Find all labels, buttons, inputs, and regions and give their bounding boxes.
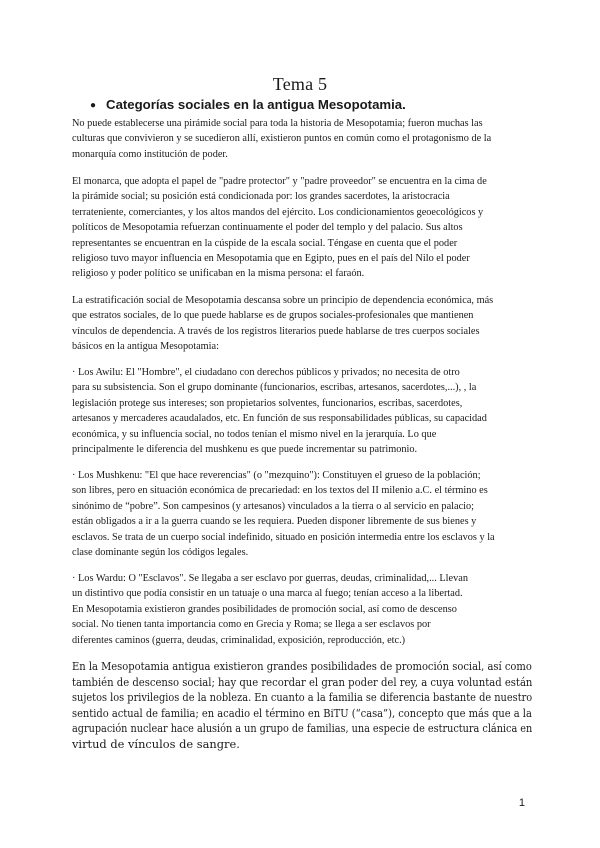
page-number: 1	[518, 797, 525, 809]
text-line: agrupación nuclear hace alusión a un grupo de familias, una especie de estructura clánica en	[72, 721, 533, 736]
paragraph-mushkenu	[72, 468, 532, 560]
text-line: políticos de Mesopotamia refuerzan continuamente el poder del templo y del palacio. Sus altos	[72, 222, 463, 234]
text-line: artesanos y mercaderes acaudalados, etc. En función de sus responsabilidades públicas, su capacidad	[72, 413, 487, 425]
text-line: En Mesopotamia existieron grandes posibilidades de promoción social, así como de descenso	[72, 603, 457, 615]
paragraph-awilu	[72, 365, 532, 457]
text-line: están obligados a ir a la guerra cuando se les requiera. Pueden disponer libremente de sus bienes y	[72, 516, 477, 528]
text-line: son libres, pero en situación económica de precariedad: en los textos del II milenio a.C. el término es	[72, 485, 488, 497]
paragraph-estratificacion	[72, 293, 532, 355]
text-line: sinónimo de “pobre”. Son campesinos (y artesanos) vinculados a la tierra o al servicio en palacio;	[72, 500, 475, 512]
text-line: En la Mesopotamia antigua existieron grandes posibilidades de promoción social, así como	[72, 659, 532, 673]
text-line: también de descenso social; hay que recordar el gran poder del rey, a cuya voluntad están	[72, 674, 533, 689]
paragraph-intro	[72, 116, 532, 162]
section-heading-text: Categorías sociales en la antigua Mesopotamia.	[106, 97, 406, 112]
paragraph-monarca	[72, 174, 532, 282]
text-line: sentido actual de familia; en acadio el término en BiTU (“casa”), concepto que más que a la	[72, 705, 532, 720]
text-line: culturas que convivieron y se sucedieron allí, existieron puntos en común como el protagonismo de la	[72, 133, 492, 145]
text-line: legislación protege sus intereses; son propietarios solventes, funcionarios, escribas, sacerdotes,	[72, 397, 463, 409]
text-line: El monarca, que adopta el papel de "padre protector" y "padre proveedor" se encuentra en la cima de	[72, 176, 487, 187]
bullet-icon: ●	[90, 100, 97, 111]
text-line: religioso y poder político se unificaban en la misma persona: el faraón.	[72, 268, 365, 280]
text-line: económica, y su influencia social, no todos tenían el mismo nivel en la jerarquía. Lo que	[72, 428, 437, 440]
text-line: · Los Mushkenu: "El que hace reverencias" (o "mezquino"): Constituyen el grueso de la población;	[72, 470, 481, 481]
text-line: No puede establecerse una pirámide social para toda la historia de Mesopotamia; fueron muchas las	[72, 118, 483, 129]
paragraph-wardu	[72, 571, 532, 648]
text-line: clase dominante según los códigos legales.	[72, 547, 249, 559]
text-line: esclavos. Se trata de un cuerpo social indefinido, situado en posición intermedia entre los esclavos y la	[72, 531, 495, 543]
text-line: · Los Awilu: El "Hombre", el ciudadano con derechos públicos y privados; no necesita de otro	[72, 367, 460, 378]
section-heading	[90, 97, 406, 112]
text-line: social. No tienen tanta importancia como en Grecia y Roma; se llega a ser esclavos por	[72, 619, 431, 631]
text-line: monarquía como institución de poder.	[72, 148, 228, 160]
text-line: para su subsistencia. Son el grupo dominante (funcionarios, escribas, artesanos, sacerdotes,...), , la	[72, 382, 477, 394]
text-line: sujetos los privilegios de la nobleza. En cuanto a la familia se diferencia bastante de nuestro	[72, 690, 533, 705]
text-line: que estratos sociales, de lo que puede hablarse es de grupos sociales-profesionales que mantienen	[72, 310, 474, 322]
text-line: · Los Wardu: O "Esclavos". Se llegaba a ser esclavo por guerras, deudas, criminalidad,... Llevan	[72, 573, 468, 584]
text-line: terrateniente, comerciantes, y los altos mandos del ejército. Los condicionamientos geoecológicos y	[72, 206, 484, 218]
text-line: principalmente le diferencia del mushkenu es que puede incrementar su patrimonio.	[72, 444, 418, 456]
text-line: representantes se encuentran en la cúspide de la escala social. Téngase en cuenta que el poder	[72, 237, 458, 249]
paragraph-conclusion	[72, 659, 532, 753]
text-line: La estratificación social de Mesopotamia descansa sobre un principio de dependencia económica, más	[72, 295, 494, 306]
text-line: un distintivo que podía consistir en un tatuaje o una marca al fuego; tenían acceso a la libertad.	[72, 588, 463, 600]
document-title: Tema 5	[272, 74, 328, 94]
text-line: virtud de vínculos de sangre.	[72, 736, 240, 751]
text-line: diferentes caminos (guerra, deudas, criminalidad, exposición, reproducción, etc.)	[72, 634, 406, 646]
text-line: vínculos de dependencia. A través de los registros literarios puede hablarse de tres cuerpos sociales	[72, 325, 480, 337]
text-line: religioso tuvo mayor influencia en Mesopotamia que en Egipto, pues en el país del Nilo el poder	[72, 253, 470, 265]
text-line: la pirámide social; su posición está condicionada por: los grandes sacerdotes, la aristocracia	[72, 191, 450, 203]
text-line: básicos en la antigua Mesopotamia:	[72, 341, 219, 353]
